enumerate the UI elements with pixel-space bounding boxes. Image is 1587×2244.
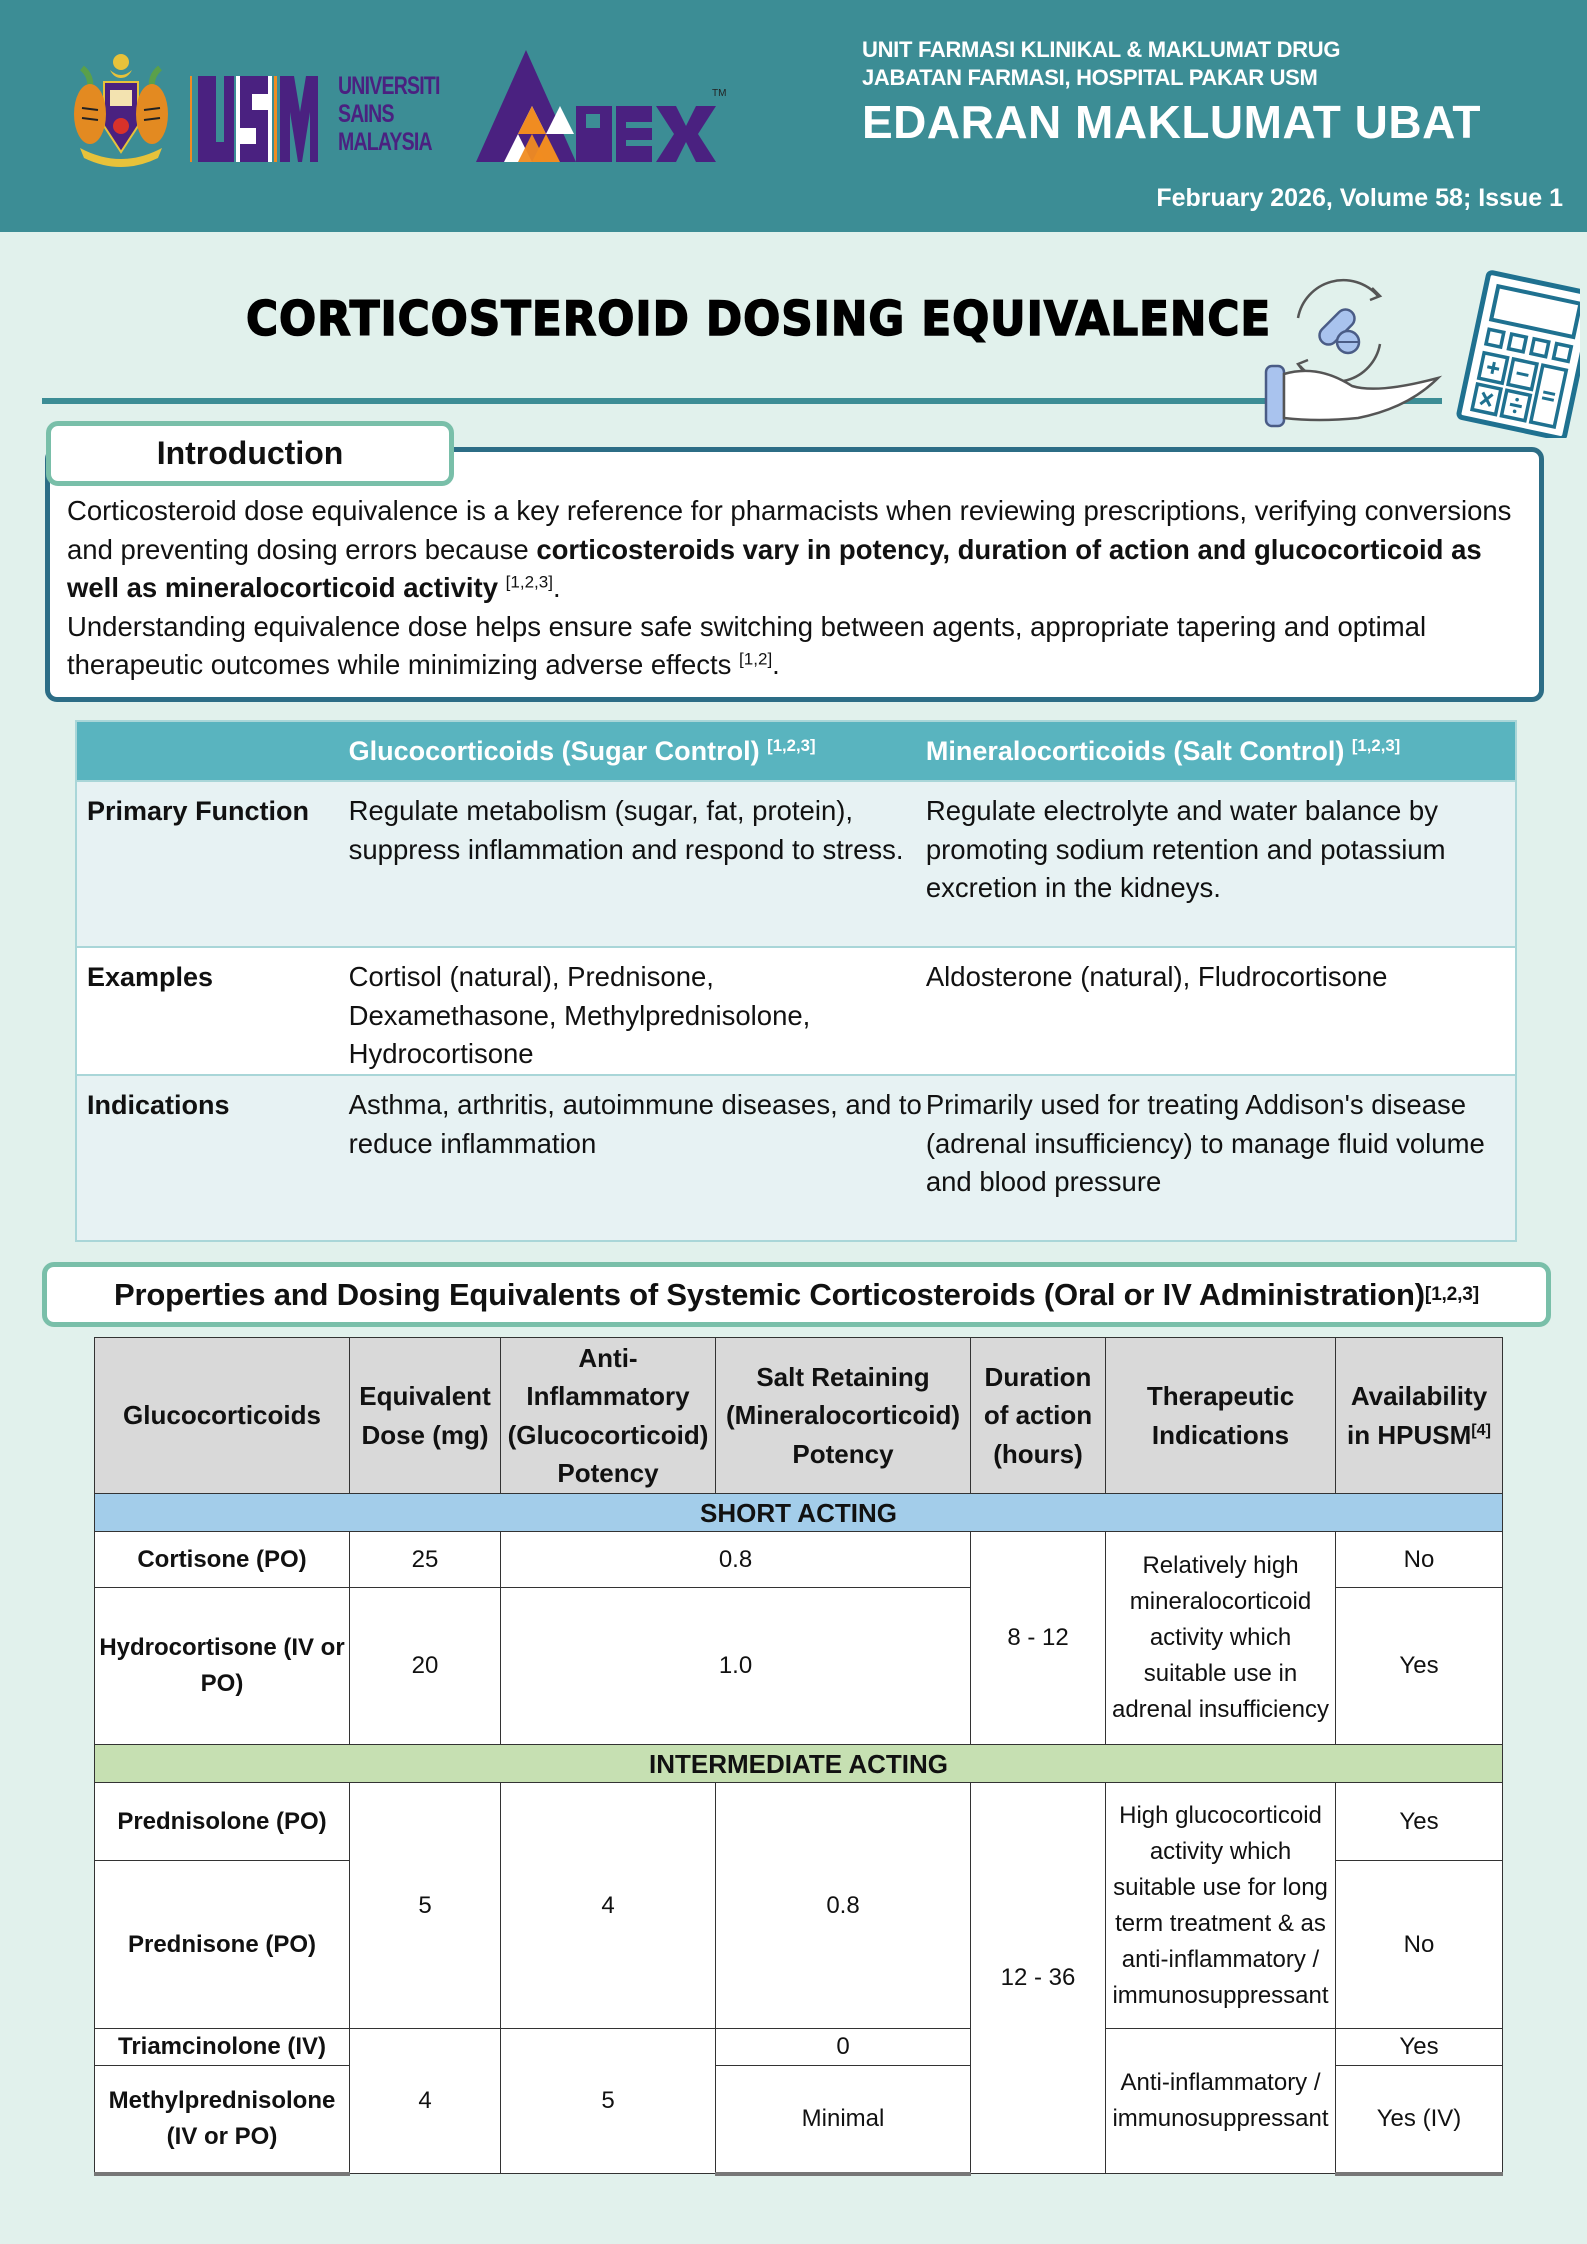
- gluco-cell: Cortisol (natural), Prednisone, Dexamethasone, Methylprednisolone, Hydrocortisone: [348, 961, 811, 1069]
- usm-name-line: UNIVERSITI: [338, 72, 440, 100]
- column-header-availability: [1336, 1338, 1503, 1494]
- column-header: Glucocorticoids: [95, 1338, 350, 1494]
- column-header: Equivalent Dose (mg): [350, 1338, 501, 1494]
- equivalent-dose: 20: [350, 1588, 501, 1745]
- table-row: [95, 2029, 1503, 2066]
- therapeutic-indication: Relatively high mineralocorticoid activity which suitable use in adrenal insufficiency: [1106, 1532, 1336, 1745]
- header-mineralocorticoids: [926, 736, 1515, 767]
- column-header-label: Availability in HPUSM: [1347, 1381, 1488, 1450]
- group-row-short-acting: [95, 1494, 1503, 1532]
- drug-name: Methylprednisolone (IV or PO): [95, 2066, 350, 2174]
- comparison-row-primary-function: [77, 780, 1515, 946]
- potency-value: 0.8: [501, 1532, 971, 1588]
- column-header: Anti-Inflammatory (Glucocorticoid) Potency: [501, 1338, 716, 1494]
- anti-inflammatory-potency: 5: [501, 2029, 716, 2174]
- header-glucocorticoids: [349, 736, 926, 767]
- comparison-row-indications: [77, 1074, 1515, 1240]
- usm-wordmark-logo: [190, 72, 320, 164]
- reference-citation: [1,2]: [739, 649, 773, 669]
- introduction-heading: Introduction: [46, 421, 454, 486]
- punctuation: .: [772, 649, 780, 680]
- properties-heading: Properties and Dosing Equivalents of Systemic Corticosteroids (Oral or IV Administration) [1,2,3]: [42, 1262, 1551, 1327]
- equivalent-dose: 4: [350, 2029, 501, 2174]
- dosing-equivalents-table: [94, 1337, 1503, 2176]
- drug-name: Cortisone (PO): [95, 1532, 350, 1588]
- drug-name: Triamcinolone (IV): [95, 2029, 350, 2066]
- reference-citation: [1,2,3]: [1351, 735, 1401, 755]
- newsletter-header: [0, 0, 1587, 232]
- reference-citation: [4]: [1471, 1420, 1491, 1439]
- usm-crest-logo: [62, 48, 180, 168]
- usm-name-text: [338, 72, 440, 156]
- mineralo-cell: Regulate electrolyte and water balance by promoting sodium retention and potassium excretion in the kidneys.: [925, 795, 1446, 903]
- gluco-cell: Asthma, arthritis, autoimmune diseases, and to reduce inflammation: [348, 1089, 922, 1159]
- intro-paragraph-1: Corticosteroid dose equivalence is a key reference for pharmacists when reviewing prescriptions, verifying conversions and preventing dosing errors because: [67, 495, 1512, 565]
- introduction-text: [67, 492, 1537, 685]
- therapeutic-indication: Anti-inflammatory / immunosuppressant: [1106, 2029, 1336, 2174]
- publication-title: EDARAN MAKLUMAT UBAT: [862, 96, 1481, 148]
- column-header: Salt Retaining (Mineralocorticoid) Potency: [716, 1338, 971, 1494]
- salt-retaining-potency: 0: [716, 2029, 971, 2066]
- drug-name: Prednisolone (PO): [95, 1783, 350, 1861]
- availability: Yes: [1336, 2029, 1503, 2066]
- hand-with-pills-cycle-icon: [1266, 280, 1438, 426]
- reference-citation: [1,2,3]: [767, 735, 816, 755]
- comparison-header-row: [77, 722, 1515, 780]
- group-label: SHORT ACTING: [95, 1494, 1503, 1532]
- row-label: Primary Function: [87, 796, 310, 826]
- gluco-cell: Regulate metabolism (sugar, fat, protein), suppress inflammation and respond to stress.: [348, 795, 904, 865]
- apex-tm: TM: [712, 88, 726, 99]
- properties-heading-text: Properties and Dosing Equivalents of Systemic Corticosteroids (Oral or IV Administration): [114, 1276, 1425, 1312]
- table-header-row: [95, 1338, 1503, 1494]
- issue-info: February 2026, Volume 58; Issue 1: [1156, 184, 1563, 212]
- gluco-vs-mineralo-table: [75, 720, 1517, 1242]
- title-divider: [42, 398, 1442, 404]
- punctuation: .: [552, 572, 561, 603]
- mineralo-cell: Aldosterone (natural), Fludrocortisone: [925, 961, 1388, 992]
- publisher-block: [862, 36, 1481, 150]
- therapeutic-indication: High glucocorticoid activity which suitable use for long term treatment & as anti-inflammatory / immunosuppressant: [1106, 1783, 1336, 2029]
- drug-name: Hydrocortisone (IV or PO): [95, 1588, 350, 1745]
- intro-paragraph-2: Understanding equivalence dose helps ensure safe switching between agents, appropriate tapering and optimal therapeutic outcomes while minimizing adverse effects: [67, 610, 1427, 680]
- unit-name: UNIT FARMASI KLINIKAL & MAKLUMAT DRUG: [862, 37, 1341, 62]
- duration-of-action: 12 - 36: [971, 1783, 1106, 2174]
- mineralo-cell: Primarily used for treating Addison's disease (adrenal insufficiency) to manage fluid volume and blood pressure: [925, 1089, 1485, 1197]
- calculator-icon: [1458, 272, 1580, 438]
- duration-of-action: 8 - 12: [971, 1532, 1106, 1745]
- column-header: Duration of action (hours): [971, 1338, 1106, 1494]
- group-row-intermediate-acting: [95, 1745, 1503, 1783]
- page-title: CORTICOSTEROID DOSING EQUIVALENCE: [246, 292, 1272, 347]
- group-label: INTERMEDIATE ACTING: [95, 1745, 1503, 1783]
- column-header: Therapeutic Indications: [1106, 1338, 1336, 1494]
- availability: Yes (IV): [1336, 2066, 1503, 2174]
- row-label: Examples: [87, 962, 214, 992]
- usm-name-line: MALAYSIA: [338, 128, 432, 156]
- header-label: Glucocorticoids (Sugar Control): [348, 735, 768, 766]
- equivalent-dose: 25: [350, 1532, 501, 1588]
- availability: No: [1336, 1532, 1503, 1588]
- equivalent-dose: 5: [350, 1783, 501, 2029]
- potency-value: 1.0: [501, 1588, 971, 1745]
- apex-logo: [476, 50, 726, 165]
- comparison-row-examples: [77, 946, 1515, 1074]
- salt-retaining-potency: Minimal: [716, 2066, 971, 2174]
- salt-retaining-potency: 0.8: [716, 1783, 971, 2029]
- drug-name: Prednisone (PO): [95, 1861, 350, 2029]
- availability: Yes: [1336, 1783, 1503, 1861]
- table-row: [95, 1783, 1503, 1861]
- reference-citation: [1,2,3]: [505, 572, 553, 592]
- department-name: JABATAN FARMASI, HOSPITAL PAKAR USM: [862, 65, 1318, 90]
- anti-inflammatory-potency: 4: [501, 1783, 716, 2029]
- title-illustration: [1248, 268, 1580, 438]
- table-row: [95, 1532, 1503, 1588]
- availability: Yes: [1336, 1588, 1503, 1745]
- usm-name-line: SAINS: [338, 100, 394, 128]
- header-label: Mineralocorticoids (Salt Control): [925, 735, 1352, 766]
- intro-emphasis: corticosteroids vary in potency, duration of action and glucocorticoid as well as mineralocorticoid activity: [67, 533, 1482, 603]
- availability: No: [1336, 1861, 1503, 2029]
- row-label: Indications: [87, 1090, 230, 1120]
